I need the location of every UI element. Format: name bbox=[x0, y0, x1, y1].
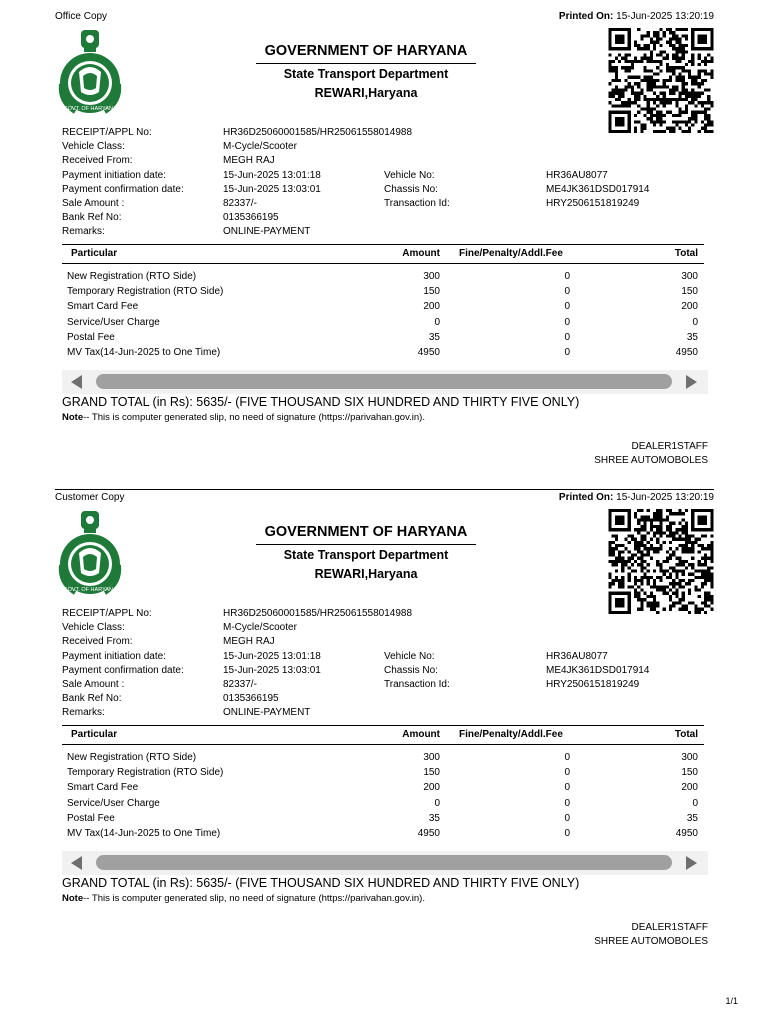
printed-on bbox=[559, 11, 714, 22]
row-amount: 150 bbox=[423, 286, 440, 298]
scroll-left-arrow-icon[interactable] bbox=[71, 856, 82, 870]
office-copy bbox=[0, 0, 768, 480]
row-particular: New Registration (RTO Side) bbox=[67, 271, 197, 282]
haryana-emblem-logo bbox=[55, 26, 125, 118]
row-fine: 0 bbox=[564, 827, 570, 839]
fee-table-body bbox=[62, 745, 704, 841]
payment-init-value: 15-Jun-2025 13:01:18 bbox=[223, 169, 321, 181]
row-fine: 0 bbox=[564, 271, 570, 282]
row-total: 200 bbox=[681, 782, 698, 794]
table-row bbox=[62, 811, 704, 826]
detail-row bbox=[62, 607, 722, 621]
remarks-value: ONLINE-PAYMENT bbox=[223, 707, 311, 719]
customer-copy bbox=[0, 481, 768, 961]
row-total: 200 bbox=[681, 301, 698, 313]
header-amount: Amount bbox=[402, 729, 440, 740]
row-amount: 300 bbox=[423, 271, 440, 282]
detail-row bbox=[62, 621, 722, 635]
row-total: 150 bbox=[681, 767, 698, 779]
government-title: GOVERNMENT OF HARYANA bbox=[264, 524, 468, 540]
bank-ref-label: Bank Ref No: bbox=[62, 212, 122, 224]
row-amount: 0 bbox=[434, 316, 440, 328]
transaction-id-label: Transaction Id: bbox=[384, 197, 450, 209]
transaction-id-value: HRY2506151819249 bbox=[546, 197, 640, 209]
vehicle-no-label: Vehicle No: bbox=[384, 650, 435, 662]
horizontal-scrollbar[interactable] bbox=[62, 851, 708, 875]
detail-row bbox=[62, 169, 722, 183]
receipt-no-value: HR36D25060001585/HR25061558014988 bbox=[223, 127, 413, 138]
copy-label: Customer Copy bbox=[55, 492, 125, 503]
row-fine: 0 bbox=[564, 797, 570, 809]
vehicle-class-value: M-Cycle/Scooter bbox=[223, 622, 297, 634]
row-fine: 0 bbox=[564, 346, 570, 358]
table-row bbox=[62, 330, 704, 345]
row-amount: 4950 bbox=[417, 827, 440, 839]
note bbox=[62, 893, 425, 904]
qr-code bbox=[607, 28, 715, 133]
printed-on-label: Printed On: bbox=[558, 11, 614, 22]
printed-on-value: 15-Jun-2025 13:20:19 bbox=[616, 11, 714, 22]
transaction-id-value: HRY2506151819249 bbox=[546, 678, 640, 690]
received-from-label: Received From: bbox=[62, 636, 133, 648]
row-amount: 200 bbox=[423, 782, 440, 794]
header-fine: Fine/Penalty/Addl.Fee bbox=[459, 729, 563, 740]
qr-code bbox=[607, 509, 715, 614]
vehicle-no-label: Vehicle No: bbox=[384, 169, 435, 181]
payment-confirm-label: Payment confirmation date: bbox=[62, 664, 184, 676]
detail-row bbox=[62, 154, 722, 168]
table-row bbox=[62, 284, 704, 299]
payment-init-value: 15-Jun-2025 13:01:18 bbox=[223, 650, 321, 662]
chassis-no-value: ME4JK361DSD017914 bbox=[546, 183, 650, 195]
table-row bbox=[62, 315, 704, 330]
scrollbar-thumb[interactable] bbox=[96, 374, 672, 389]
remarks-value: ONLINE-PAYMENT bbox=[223, 226, 311, 238]
payment-init-label: Payment initiation date: bbox=[62, 650, 166, 662]
receipt-no-label: RECEIPT/APPL No: bbox=[62, 127, 152, 138]
row-particular: MV Tax(14-Jun-2025 to One Time) bbox=[67, 827, 221, 839]
fee-table-header bbox=[62, 244, 704, 264]
chassis-no-label: Chassis No: bbox=[384, 664, 438, 676]
dealer-name: SHREE AUTOMOBOLES bbox=[594, 936, 708, 947]
row-fine: 0 bbox=[564, 316, 570, 328]
scroll-right-arrow-icon[interactable] bbox=[686, 375, 697, 389]
payment-confirm-value: 15-Jun-2025 13:03:01 bbox=[223, 664, 321, 676]
row-particular: Temporary Registration (RTO Side) bbox=[67, 767, 224, 779]
row-total: 300 bbox=[681, 271, 698, 282]
table-row bbox=[62, 826, 704, 841]
detail-row bbox=[62, 211, 722, 225]
row-total: 150 bbox=[681, 286, 698, 298]
table-row bbox=[62, 765, 704, 780]
table-row bbox=[62, 780, 704, 795]
grand-total: GRAND TOTAL (in Rs): 5635/- (FIVE THOUSAND SIX HUNDRED AND THIRTY FIVE ONLY) bbox=[62, 876, 580, 890]
department-name: State Transport Department bbox=[283, 67, 449, 81]
detail-row bbox=[62, 706, 722, 720]
sale-amount-label: Sale Amount : bbox=[62, 678, 125, 690]
header-particular: Particular bbox=[71, 248, 118, 259]
detail-row bbox=[62, 225, 722, 239]
detail-row bbox=[62, 197, 722, 211]
row-particular: Smart Card Fee bbox=[67, 301, 139, 313]
row-particular: Postal Fee bbox=[67, 331, 115, 343]
department-name: State Transport Department bbox=[283, 548, 449, 562]
row-total: 35 bbox=[686, 331, 698, 343]
row-total: 300 bbox=[681, 752, 698, 763]
row-amount: 150 bbox=[423, 767, 440, 779]
detail-row bbox=[62, 664, 722, 678]
row-total: 4950 bbox=[675, 346, 698, 358]
bank-ref-value: 0135366195 bbox=[223, 693, 279, 705]
scroll-left-arrow-icon[interactable] bbox=[71, 375, 82, 389]
row-particular: New Registration (RTO Side) bbox=[67, 752, 197, 763]
scroll-right-arrow-icon[interactable] bbox=[686, 856, 697, 870]
row-total: 4950 bbox=[675, 827, 698, 839]
row-fine: 0 bbox=[564, 286, 570, 298]
payment-confirm-label: Payment confirmation date: bbox=[62, 183, 184, 195]
sale-amount-label: Sale Amount : bbox=[62, 197, 125, 209]
row-total: 0 bbox=[692, 797, 698, 809]
detail-row bbox=[62, 140, 722, 154]
row-particular: Temporary Registration (RTO Side) bbox=[67, 286, 224, 298]
horizontal-scrollbar[interactable] bbox=[62, 370, 708, 394]
header-fine: Fine/Penalty/Addl.Fee bbox=[459, 248, 563, 259]
sale-amount-value: 82337/- bbox=[223, 678, 257, 690]
received-from-label: Received From: bbox=[62, 155, 133, 167]
receipt-details bbox=[62, 607, 722, 721]
row-amount: 4950 bbox=[417, 346, 440, 358]
note-label: Note bbox=[62, 893, 84, 904]
grand-total: GRAND TOTAL (in Rs): 5635/- (FIVE THOUSAND SIX HUNDRED AND THIRTY FIVE ONLY) bbox=[62, 395, 580, 409]
header-amount: Amount bbox=[402, 248, 440, 259]
row-amount: 35 bbox=[428, 812, 440, 824]
fee-table bbox=[62, 244, 704, 360]
chassis-no-label: Chassis No: bbox=[384, 183, 438, 195]
header-total: Total bbox=[674, 248, 698, 259]
receipt-details bbox=[62, 126, 722, 240]
table-row bbox=[62, 269, 704, 284]
row-fine: 0 bbox=[564, 331, 570, 343]
printed-on-value: 15-Jun-2025 13:20:19 bbox=[616, 492, 714, 503]
detail-row bbox=[62, 183, 722, 197]
emblem-text: GOVT. OF HARYANA bbox=[63, 106, 117, 112]
header-total: Total bbox=[674, 729, 698, 740]
dealer-name: SHREE AUTOMOBOLES bbox=[594, 455, 708, 466]
dealer-staff: DEALER1STAFF bbox=[631, 922, 708, 933]
office-city: REWARI,Haryana bbox=[314, 86, 418, 100]
page-number: 1/1 bbox=[725, 996, 738, 1006]
table-row bbox=[62, 750, 704, 765]
bank-ref-label: Bank Ref No: bbox=[62, 693, 122, 705]
dealer-staff: DEALER1STAFF bbox=[631, 441, 708, 452]
government-title: GOVERNMENT OF HARYANA bbox=[264, 43, 468, 59]
header-particular: Particular bbox=[71, 729, 118, 740]
detail-row bbox=[62, 692, 722, 706]
note-text: -- This is computer generated slip, no need of signature (https://parivahan.gov.in). bbox=[83, 893, 425, 904]
row-total: 0 bbox=[692, 316, 698, 328]
office-city: REWARI,Haryana bbox=[314, 567, 418, 581]
emblem-text: GOVT. OF HARYANA bbox=[63, 587, 117, 593]
fee-table bbox=[62, 725, 704, 841]
fee-table-header bbox=[62, 725, 704, 745]
remarks-label: Remarks: bbox=[62, 707, 105, 719]
chassis-no-value: ME4JK361DSD017914 bbox=[546, 664, 650, 676]
note-label: Note bbox=[62, 412, 84, 423]
remarks-label: Remarks: bbox=[62, 226, 105, 238]
title-underline bbox=[256, 544, 476, 545]
note bbox=[62, 412, 425, 423]
transaction-id-label: Transaction Id: bbox=[384, 678, 450, 690]
fee-table-body bbox=[62, 264, 704, 360]
copy-label: Office Copy bbox=[55, 11, 108, 22]
row-particular: Service/User Charge bbox=[67, 316, 160, 328]
note-text: -- This is computer generated slip, no need of signature (https://parivahan.gov.in). bbox=[83, 412, 425, 423]
row-amount: 35 bbox=[428, 331, 440, 343]
printed-on-label: Printed On: bbox=[558, 492, 614, 503]
vehicle-class-label: Vehicle Class: bbox=[62, 622, 125, 634]
printed-on bbox=[559, 492, 714, 503]
vehicle-no-value: HR36AU8077 bbox=[546, 169, 608, 181]
detail-row bbox=[62, 635, 722, 649]
received-from-value: MEGH RAJ bbox=[223, 636, 275, 648]
row-fine: 0 bbox=[564, 752, 570, 763]
table-row bbox=[62, 345, 704, 360]
vehicle-class-label: Vehicle Class: bbox=[62, 141, 125, 153]
row-fine: 0 bbox=[564, 301, 570, 313]
vehicle-class-value: M-Cycle/Scooter bbox=[223, 141, 297, 153]
row-amount: 200 bbox=[423, 301, 440, 313]
receipt-no-value: HR36D25060001585/HR25061558014988 bbox=[223, 608, 413, 619]
received-from-value: MEGH RAJ bbox=[223, 155, 275, 167]
title-underline bbox=[256, 63, 476, 64]
payment-init-label: Payment initiation date: bbox=[62, 169, 166, 181]
row-particular: Service/User Charge bbox=[67, 797, 160, 809]
row-fine: 0 bbox=[564, 812, 570, 824]
row-fine: 0 bbox=[564, 767, 570, 779]
payment-confirm-value: 15-Jun-2025 13:03:01 bbox=[223, 183, 321, 195]
haryana-emblem-logo bbox=[55, 507, 125, 599]
receipt-no-label: RECEIPT/APPL No: bbox=[62, 608, 152, 619]
vehicle-no-value: HR36AU8077 bbox=[546, 650, 608, 662]
row-particular: MV Tax(14-Jun-2025 to One Time) bbox=[67, 346, 221, 358]
row-particular: Smart Card Fee bbox=[67, 782, 139, 794]
detail-row bbox=[62, 126, 722, 140]
detail-row bbox=[62, 678, 722, 692]
row-amount: 0 bbox=[434, 797, 440, 809]
detail-row bbox=[62, 650, 722, 664]
sale-amount-value: 82337/- bbox=[223, 197, 257, 209]
table-row bbox=[62, 299, 704, 314]
row-total: 35 bbox=[686, 812, 698, 824]
bank-ref-value: 0135366195 bbox=[223, 212, 279, 224]
row-particular: Postal Fee bbox=[67, 812, 115, 824]
row-fine: 0 bbox=[564, 782, 570, 794]
scrollbar-thumb[interactable] bbox=[96, 855, 672, 870]
row-amount: 300 bbox=[423, 752, 440, 763]
table-row bbox=[62, 796, 704, 811]
